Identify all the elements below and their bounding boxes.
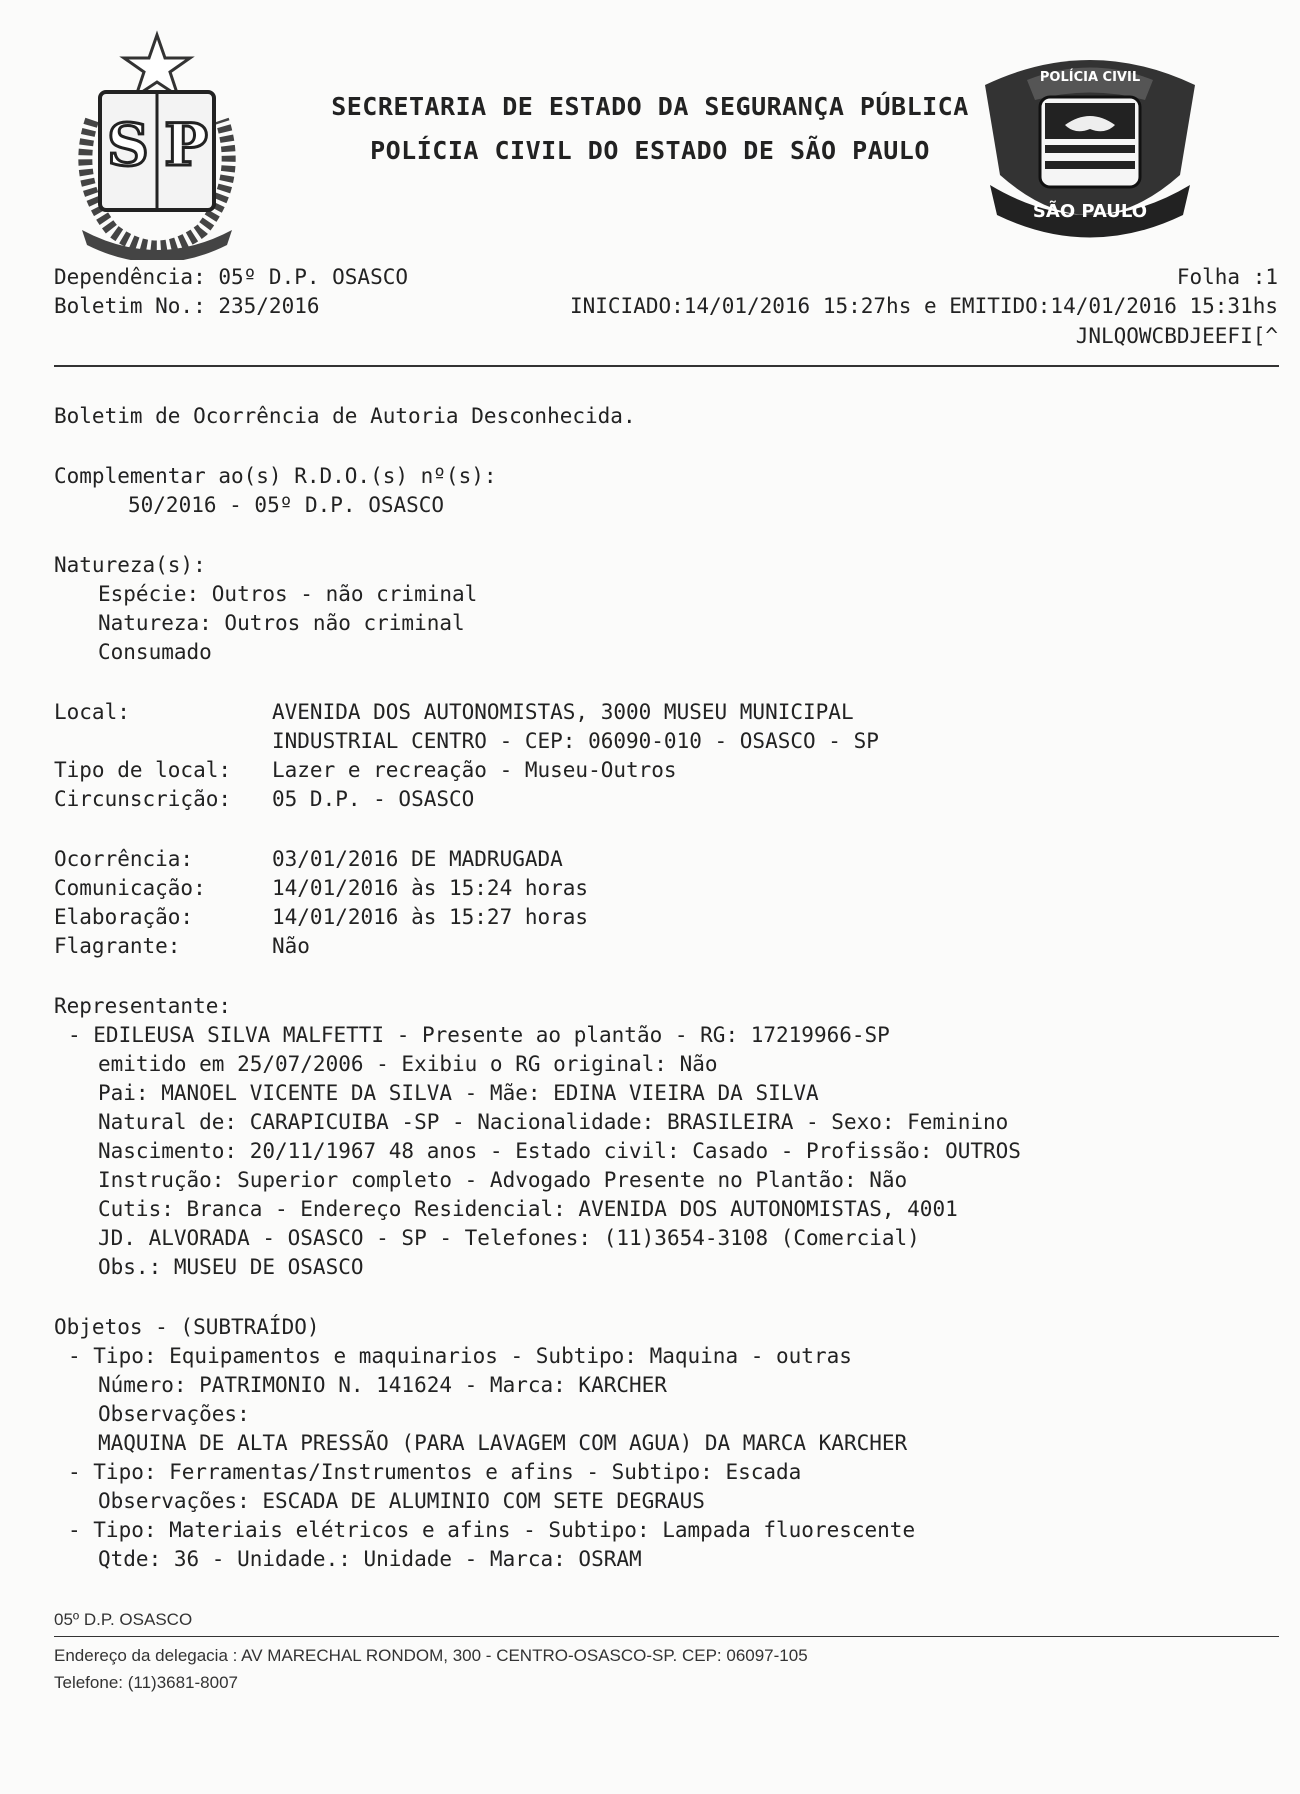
flagrante-label: Flagrante: xyxy=(54,934,181,958)
representante-line: Instrução: Superior completo - Advogado Presente no Plantão: Não xyxy=(98,1168,908,1192)
representante-line: Natural de: CARAPICUIBA -SP - Nacionalidade: BRASILEIRA - Sexo: Feminino xyxy=(98,1110,1009,1134)
header-secretaria: SECRETARIA DE ESTADO DA SEGURANÇA PÚBLICA xyxy=(331,92,969,121)
representante-line: emitido em 25/07/2006 - Exibiu o RG original: Não xyxy=(98,1052,718,1076)
tipo-local-label: Tipo de local: xyxy=(54,758,232,782)
representante-label: Representante: xyxy=(54,994,232,1018)
header-divider xyxy=(54,365,1279,367)
comunicacao-value: 14/01/2016 às 15:24 horas xyxy=(272,876,589,900)
elaboracao-label: Elaboração: xyxy=(54,905,194,929)
elaboracao-value: 14/01/2016 às 15:27 horas xyxy=(272,905,589,929)
dependencia-line: Dependência: 05º D.P. OSASCO xyxy=(54,265,409,289)
svg-text:POLÍCIA CIVIL: POLÍCIA CIVIL xyxy=(1039,70,1141,85)
representante-line: JD. ALVORADA - OSASCO - SP - Telefones: (11)3654-3108 (Comercial) xyxy=(98,1226,920,1250)
objeto-line: Número: PATRIMONIO N. 141624 - Marca: KARCHER xyxy=(98,1373,667,1397)
footer-unit: 05º D.P. OSASCO xyxy=(54,1610,193,1629)
objeto-line: - Tipo: Equipamentos e maquinarios - Subtipo: Maquina - outras xyxy=(68,1344,852,1368)
svg-text:P: P xyxy=(164,111,208,179)
folha-line: Folha :1 xyxy=(1176,265,1278,289)
verification-code: JNLQOWCBDJEEFI[^ xyxy=(1075,324,1278,348)
comunicacao-label: Comunicação: xyxy=(54,876,206,900)
footer-address: Endereço da delegacia : AV MARECHAL RONDOM, 300 - CENTRO-OSASCO-SP. CEP: 06097-105 xyxy=(54,1646,808,1665)
objeto-line: Observações: ESCADA DE ALUMINIO COM SETE DEGRAUS xyxy=(98,1489,705,1513)
header-policia-civil: POLÍCIA CIVIL DO ESTADO DE SÃO PAULO xyxy=(370,136,930,165)
complementar-value: 50/2016 - 05º D.P. OSASCO xyxy=(128,493,445,517)
especie-line: Espécie: Outros - não criminal xyxy=(98,582,478,606)
ocorrencia-label: Ocorrência: xyxy=(54,847,194,871)
ocorrencia-value: 03/01/2016 DE MADRUGADA xyxy=(272,847,563,871)
representante-line: - EDILEUSA SILVA MALFETTI - Presente ao plantão - RG: 17219966-SP xyxy=(68,1023,890,1047)
boletim-number: Boletim No.: 235/2016 xyxy=(54,294,320,318)
representante-line: Pai: MANOEL VICENTE DA SILVA - Mãe: EDINA VIEIRA DA SILVA xyxy=(98,1081,819,1105)
objeto-line: - Tipo: Ferramentas/Instrumentos e afins - Subtipo: Escada xyxy=(68,1460,802,1484)
svg-text:SÃO PAULO: SÃO PAULO xyxy=(1032,201,1148,222)
tipo-local-value: Lazer e recreação - Museu-Outros xyxy=(272,758,677,782)
footer-divider xyxy=(54,1636,1279,1637)
local-line1: AVENIDA DOS AUTONOMISTAS, 3000 MUSEU MUNICIPAL xyxy=(272,700,854,724)
natureza-line: Natureza: Outros não criminal xyxy=(98,611,465,635)
local-line2: INDUSTRIAL CENTRO - CEP: 06090-010 - OSASCO - SP xyxy=(272,729,879,753)
representante-line: Nascimento: 20/11/1967 48 anos - Estado civil: Casado - Profissão: OUTROS xyxy=(98,1139,1021,1163)
complementar-label: Complementar ao(s) R.D.O.(s) nº(s): xyxy=(54,464,497,488)
iniciado-emitido: INICIADO:14/01/2016 15:27hs e EMITIDO:14/01/2016 15:31hs xyxy=(569,294,1278,318)
objeto-line: MAQUINA DE ALTA PRESSÃO (PARA LAVAGEM COM AGUA) DA MARCA KARCHER xyxy=(98,1431,908,1455)
natureza-label: Natureza(s): xyxy=(54,553,206,577)
representante-line: Obs.: MUSEU DE OSASCO xyxy=(98,1255,364,1279)
objeto-line: Observações: xyxy=(98,1402,250,1426)
local-label: Local: xyxy=(54,700,130,724)
flagrante-value: Não xyxy=(272,934,310,958)
representante-line: Cutis: Branca - Endereço Residencial: AVENIDA DOS AUTONOMISTAS, 4001 xyxy=(98,1197,958,1221)
svg-text:S: S xyxy=(107,111,149,179)
footer-phone: Telefone: (11)3681-8007 xyxy=(54,1673,238,1692)
objetos-label: Objetos - (SUBTRAÍDO) xyxy=(54,1315,320,1339)
circunscricao-label: Circunscrição: xyxy=(54,787,232,811)
objeto-line: - Tipo: Materiais elétricos e afins - Subtipo: Lampada fluorescente xyxy=(68,1518,916,1542)
tipo-boletim: Boletim de Ocorrência de Autoria Desconhecida. xyxy=(54,404,636,428)
objeto-line: Qtde: 36 - Unidade.: Unidade - Marca: OSRAM xyxy=(98,1547,642,1571)
circunscricao-value: 05 D.P. - OSASCO xyxy=(272,787,475,811)
consumado-line: Consumado xyxy=(98,640,212,664)
